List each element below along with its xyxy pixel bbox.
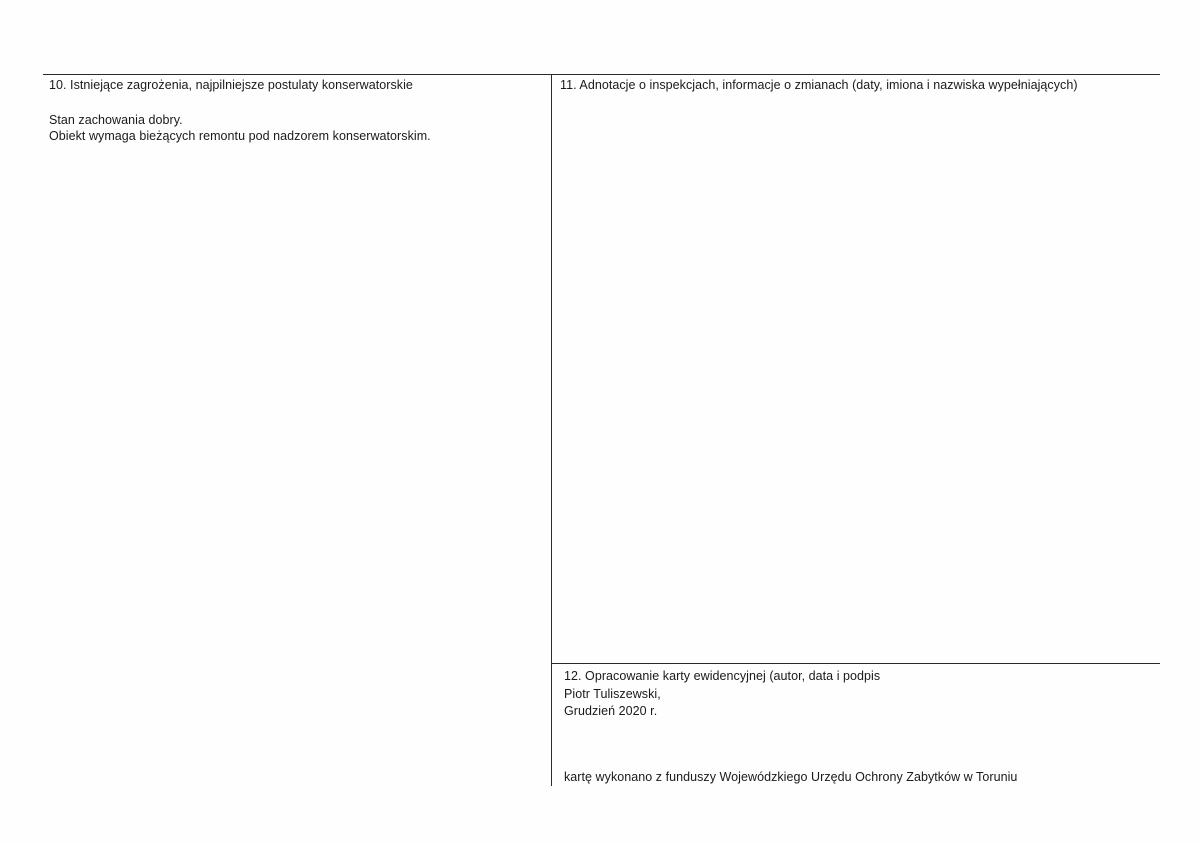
condition-text: Stan zachowania dobry. xyxy=(49,113,183,127)
top-rule xyxy=(43,74,1160,75)
recommendation-text: Obiekt wymaga bieżących remontu pod nadzorem konserwatorskim. xyxy=(49,129,431,143)
section-12-heading: 12. Opracowanie karty ewidencyjnej (autor, data i podpis xyxy=(564,669,881,683)
section-12-rule xyxy=(551,663,1160,664)
author-name: Piotr Tuliszewski, xyxy=(564,687,661,701)
funding-note: kartę wykonano z funduszy Wojewódzkiego Urzędu Ochrony Zabytków w Toruniu xyxy=(564,770,1018,784)
section-10-heading: 10. Istniejące zagrożenia, najpilniejsze postulaty konserwatorskie xyxy=(49,78,413,92)
author-date: Grudzień 2020 r. xyxy=(564,704,658,718)
section-11-heading: 11. Adnotacje o inspekcjach, informacje o zmianach (daty, imiona i nazwiska wypełniających) xyxy=(560,78,1078,92)
column-divider xyxy=(551,74,552,786)
